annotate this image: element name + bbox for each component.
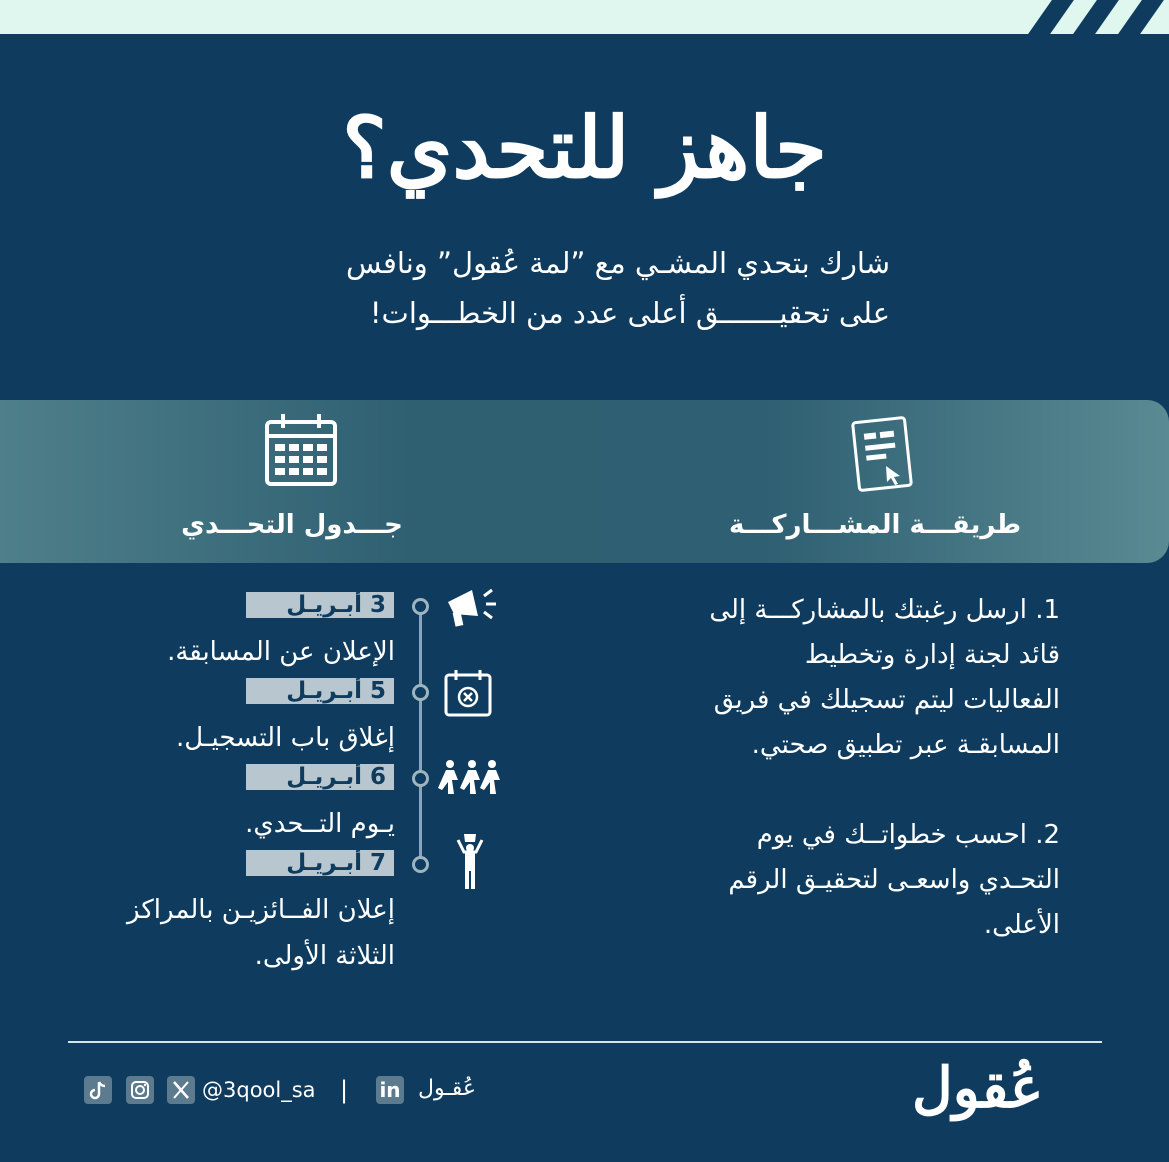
- event-4-text: إعلان الفــائزيـن بالمراكز الثلاثة الأولى.: [127, 895, 395, 971]
- top-decoration-bar: [0, 0, 1169, 34]
- event-2-text: إغلاق باب التسجيـل.: [175, 723, 395, 753]
- trophy-person-icon: [452, 832, 488, 892]
- schedule-heading: جـــدول التحـــدي: [181, 510, 403, 540]
- footer-divider: [68, 1041, 1102, 1043]
- decorative-stripe: [1073, 0, 1119, 34]
- event-1-date: 3 أبـريـل: [246, 592, 394, 618]
- event-1-text: الإعلان عن المسابقة.: [167, 637, 395, 667]
- event-4-date: 7 أبـريـل: [246, 850, 394, 876]
- intro-line-2: على تحقيـــــــق أعلى عدد من الخطـــوات!: [369, 296, 890, 330]
- timeline-dot: [412, 856, 429, 873]
- timeline-dot: [412, 770, 429, 787]
- page-title: جاهز للتحدي؟: [342, 98, 827, 197]
- calendar-icon: [263, 412, 339, 488]
- decorative-stripe: [1028, 0, 1074, 34]
- brand-logo: عُقول: [912, 1055, 1044, 1121]
- linkedin-icon[interactable]: in: [376, 1076, 404, 1104]
- step-1-text: ارسل رغبتك بالمشاركـــة إلى قائد لجنة إدارة وتخطيط الفعاليات ليتم تسجيلك في فريق المسابقـة عبر تطبيق صحتي.: [709, 595, 1060, 760]
- participation-heading: طريقـــة المشـــاركـــة: [728, 510, 1022, 540]
- social-handle[interactable]: @3qool_sa: [202, 1078, 316, 1102]
- timeline-dot: [412, 684, 429, 701]
- timeline-line: [419, 606, 422, 868]
- event-3-date: 6 أبـريـل: [246, 764, 394, 790]
- step-1-number: 1.: [1035, 595, 1060, 625]
- linkedin-brand-name[interactable]: عُقـول: [418, 1076, 477, 1101]
- intro-text: [270, 238, 890, 338]
- x-icon[interactable]: [167, 1076, 195, 1104]
- step-1: [700, 588, 1060, 768]
- intro-line-1: شارك بتحدي المشـي مع ”لمة عُقول” ونافس: [346, 246, 890, 280]
- event-3-text: يـوم التــحدي.: [245, 809, 395, 839]
- step-2-number: 2.: [1035, 820, 1060, 850]
- step-2-text: احسب خطواتــك في يوم التحـدي واسعـى لتحقيـق الرقم الأعلى.: [728, 820, 1060, 940]
- runners-icon: [436, 758, 506, 798]
- footer-separator: |: [340, 1076, 349, 1104]
- step-2: [700, 813, 1060, 948]
- calendar-close-icon: [443, 668, 493, 718]
- instagram-icon[interactable]: [126, 1076, 154, 1104]
- decorative-stripe: [1118, 0, 1164, 34]
- participation-steps: [700, 588, 1060, 993]
- megaphone-icon: [442, 582, 498, 632]
- timeline-dot: [412, 598, 429, 615]
- tiktok-icon[interactable]: [84, 1076, 112, 1104]
- registration-form-icon: [850, 414, 914, 494]
- event-2-date: 5 أبـريـل: [246, 678, 394, 704]
